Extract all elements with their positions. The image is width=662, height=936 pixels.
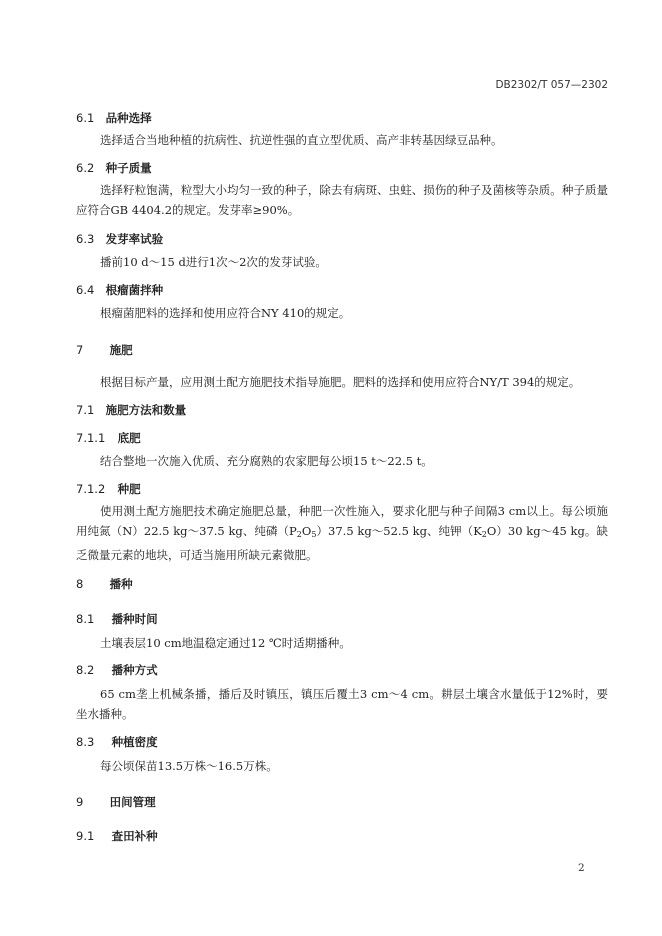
heading-number: 9.1 (76, 829, 95, 843)
heading-title: 查田补种 (111, 829, 158, 843)
heading-title: 田间管理 (109, 795, 156, 809)
text-run: O (301, 524, 312, 538)
paragraph-6-4: 根瘤菌肥料的选择和使用应符合NY 410的规定。 (100, 306, 351, 320)
heading-6-4 (76, 282, 163, 298)
heading-number: 7 (76, 343, 84, 357)
paragraph-6-2: 选择籽粒饱满，粒型大小均匀一致的种子，除去有病斑、虫蛀、损伤的种子及菌核等杂质。种子质量应符合GB 4404.2的规定。发芽率≥90%。 (76, 183, 608, 217)
heading-title: 播种 (109, 577, 133, 591)
heading-title: 底肥 (117, 431, 141, 445)
heading-number: 8.3 (76, 735, 95, 749)
heading-number: 6.2 (76, 161, 95, 175)
heading-title: 施肥 (109, 343, 133, 357)
text-run: 使用测土配方施肥技术确定施肥总量，种肥一次性施入，要求化肥与种子间隔3 cm以上。每公顷施用纯氮（N）22.5 kg～37.5 kg、纯磷（P (76, 504, 608, 538)
heading-title: 播种方式 (111, 663, 158, 677)
heading-8-1 (76, 611, 158, 627)
paragraph-8-1: 土壤表层10 cm地温稳定通过12 ℃时适期播种。 (100, 636, 351, 650)
heading-6-1 (76, 110, 152, 126)
paragraph-6-3: 播前10 d～15 d进行1次～2次的发芽试验。 (100, 255, 327, 269)
heading-title: 根瘤菌拌种 (105, 283, 164, 297)
heading-7-1-2 (76, 481, 141, 497)
heading-number: 6.4 (76, 283, 95, 297)
page-number: 2 (578, 862, 585, 874)
heading-8-3 (76, 734, 158, 750)
heading-6-3 (76, 231, 163, 247)
heading-8-2 (76, 662, 158, 678)
text-run: ）37.5 kg～52.5 kg、纯钾（K (316, 524, 482, 538)
paragraph-7: 根据目标产量，应用测土配方施肥技术指导施肥。肥料的选择和使用应符合NY/T 394的规定。 (100, 375, 581, 389)
heading-number: 8.2 (76, 663, 95, 677)
heading-title: 发芽率试验 (105, 232, 164, 246)
subscript: 2 (481, 530, 487, 539)
paragraph-8-2: 65 cm垄上机械条播，播后及时镇压，镇压后覆土3 cm～4 cm。耕层土壤含水量低于12%时，要坐水播种。 (76, 687, 608, 721)
paragraph-7-1-1: 结合整地一次施入优质、充分腐熟的农家肥每公顷15 t～22.5 t。 (100, 454, 433, 468)
heading-title: 种植密度 (111, 735, 158, 749)
document-code: DB2302/T 057—2302 (495, 79, 608, 91)
heading-number: 7.1.2 (76, 482, 106, 496)
heading-7-1-1 (76, 430, 141, 446)
heading-number: 7.1.1 (76, 431, 106, 445)
heading-9-1 (76, 828, 158, 844)
heading-number: 7.1 (76, 403, 95, 417)
heading-title: 品种选择 (105, 111, 152, 125)
heading-number: 6.1 (76, 111, 95, 125)
heading-title: 施肥方法和数量 (105, 403, 187, 417)
subscript: 2 (296, 530, 302, 539)
heading-6-2 (76, 160, 152, 176)
heading-title: 播种时间 (111, 612, 158, 626)
paragraph-8-3: 每公顷保苗13.5万株～16.5万株。 (100, 759, 278, 773)
heading-number: 8.1 (76, 612, 95, 626)
heading-9 (76, 794, 156, 810)
heading-number: 8 (76, 577, 84, 591)
text-run: O）30 kg～45 kg。缺乏微量元素的地块，可适当施用所缺元素微肥。 (76, 524, 608, 562)
heading-7 (76, 342, 133, 358)
heading-7-1 (76, 402, 186, 418)
subscript: 5 (311, 530, 317, 539)
paragraph-6-1: 选择适合当地种植的抗病性、抗逆性强的直立型优质、高产非转基因绿豆品种。 (100, 133, 503, 147)
heading-title: 种肥 (117, 482, 141, 496)
heading-title: 种子质量 (105, 161, 152, 175)
heading-number: 6.3 (76, 232, 95, 246)
heading-8 (76, 576, 133, 592)
heading-number: 9 (76, 795, 84, 809)
paragraph-7-1-2 (76, 501, 608, 565)
